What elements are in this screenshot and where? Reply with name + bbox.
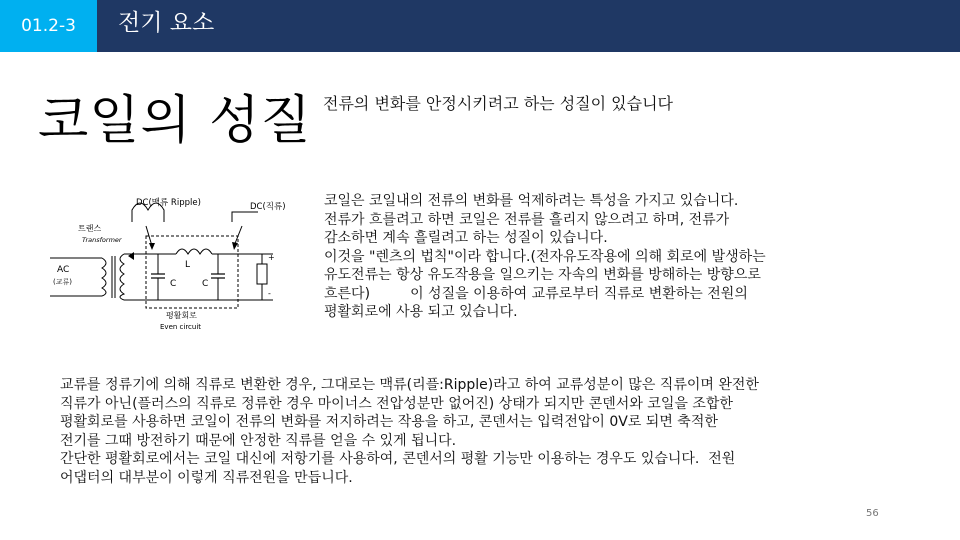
slide-subtitle: 전류의 변화를 안정시키려고 하는 성질이 있습니다 xyxy=(323,94,674,113)
coil-description-line: 이것을 "렌츠의 법칙"이라 합니다.(전자유도작용에 의해 회로에 발생하는 xyxy=(324,248,766,265)
section-title: 전기 요소 xyxy=(118,10,215,36)
header-bar xyxy=(0,0,960,52)
smoothing-description-line: 간단한 평활회로에서는 코일 대신에 저항기를 사용하여, 콘덴서의 평활 기능만 이용하는 경우도 있습니다. 전원 xyxy=(60,451,736,467)
load-resistor xyxy=(257,264,267,284)
section-number: 01.2-3 xyxy=(0,0,97,52)
slide-title: 코일의 성질 xyxy=(38,91,312,151)
inductor-coil xyxy=(176,249,212,254)
label-dc: DC(직류) xyxy=(250,202,286,212)
smoothing-description-line: 전기를 그때 방전하기 때문에 안정한 직류를 얻을 수 있게 됩니다. xyxy=(60,432,457,449)
label-smoothing-en: Even circuit xyxy=(160,323,202,331)
label-ac: AC xyxy=(57,265,70,275)
coil-description-line: 감소하면 계속 흘릴려고 하는 성질이 있습니다. xyxy=(324,230,608,246)
secondary-coil xyxy=(120,254,124,300)
dc-waveform xyxy=(232,212,258,222)
label-C2: C xyxy=(202,279,209,289)
label-dc-ripple: DC(맥류 Ripple) xyxy=(136,198,201,208)
label-transformer: 트랜스 xyxy=(78,224,102,233)
coil-description-line: 흐른다) 이 성질을 이용하여 교류로부터 직류로 변환하는 전원의 xyxy=(324,285,748,302)
diode-symbol xyxy=(128,252,134,260)
label-plus: + xyxy=(268,253,275,262)
smoothing-description-line: 직류가 아닌(플러스의 직류로 정류한 경우 마이너스 전압성분만 없어진) 상태가 되지만 콘덴서와 코일을 조합한 xyxy=(60,395,733,412)
label-minus: - xyxy=(268,289,271,298)
label-transformer-en: Transformer xyxy=(82,236,122,244)
label-smoothing: 평활회로 xyxy=(166,311,197,320)
coil-description-line: 평활회로에 사용 되고 있습니다. xyxy=(324,304,518,320)
label-ac-kr: (교류) xyxy=(53,278,72,286)
coil-description xyxy=(324,192,884,322)
label-L: L xyxy=(185,260,191,270)
smoothing-circuit-box xyxy=(146,236,238,308)
smoothing-description-line: 어댑터의 대부분이 이렇게 직류전원을 만듭니다. xyxy=(60,469,353,486)
page-number: 56 xyxy=(866,508,879,519)
coil-description-line: 전류가 흐를려고 하면 코일은 전류를 흘리지 않으려고 하며, 전류가 xyxy=(324,211,730,228)
smoothing-description xyxy=(60,376,900,487)
label-C1: C xyxy=(170,279,177,289)
coil-description-line: 코일은 코일내의 전류의 변화를 억제하려는 특성을 가지고 있습니다. xyxy=(324,193,739,209)
coil-description-line: 유도전류는 항상 유도작용을 일으키는 자속의 변화를 방해하는 방향으로 xyxy=(324,267,761,283)
smoothing-description-line: 교류를 정류기에 의해 직류로 변환한 경우, 그대로는 맥류(리플:Ripple)라고 하여 교류성분이 많은 직류이며 완전한 xyxy=(60,377,759,393)
smoothing-circuit-diagram xyxy=(48,192,288,340)
smoothing-description-line: 평활회로를 사용하면 코일이 전류의 변화를 저지하려는 작용을 하고, 콘덴서는 입력전압이 0V로 되면 축적한 xyxy=(60,414,718,430)
primary-coil xyxy=(102,258,106,296)
